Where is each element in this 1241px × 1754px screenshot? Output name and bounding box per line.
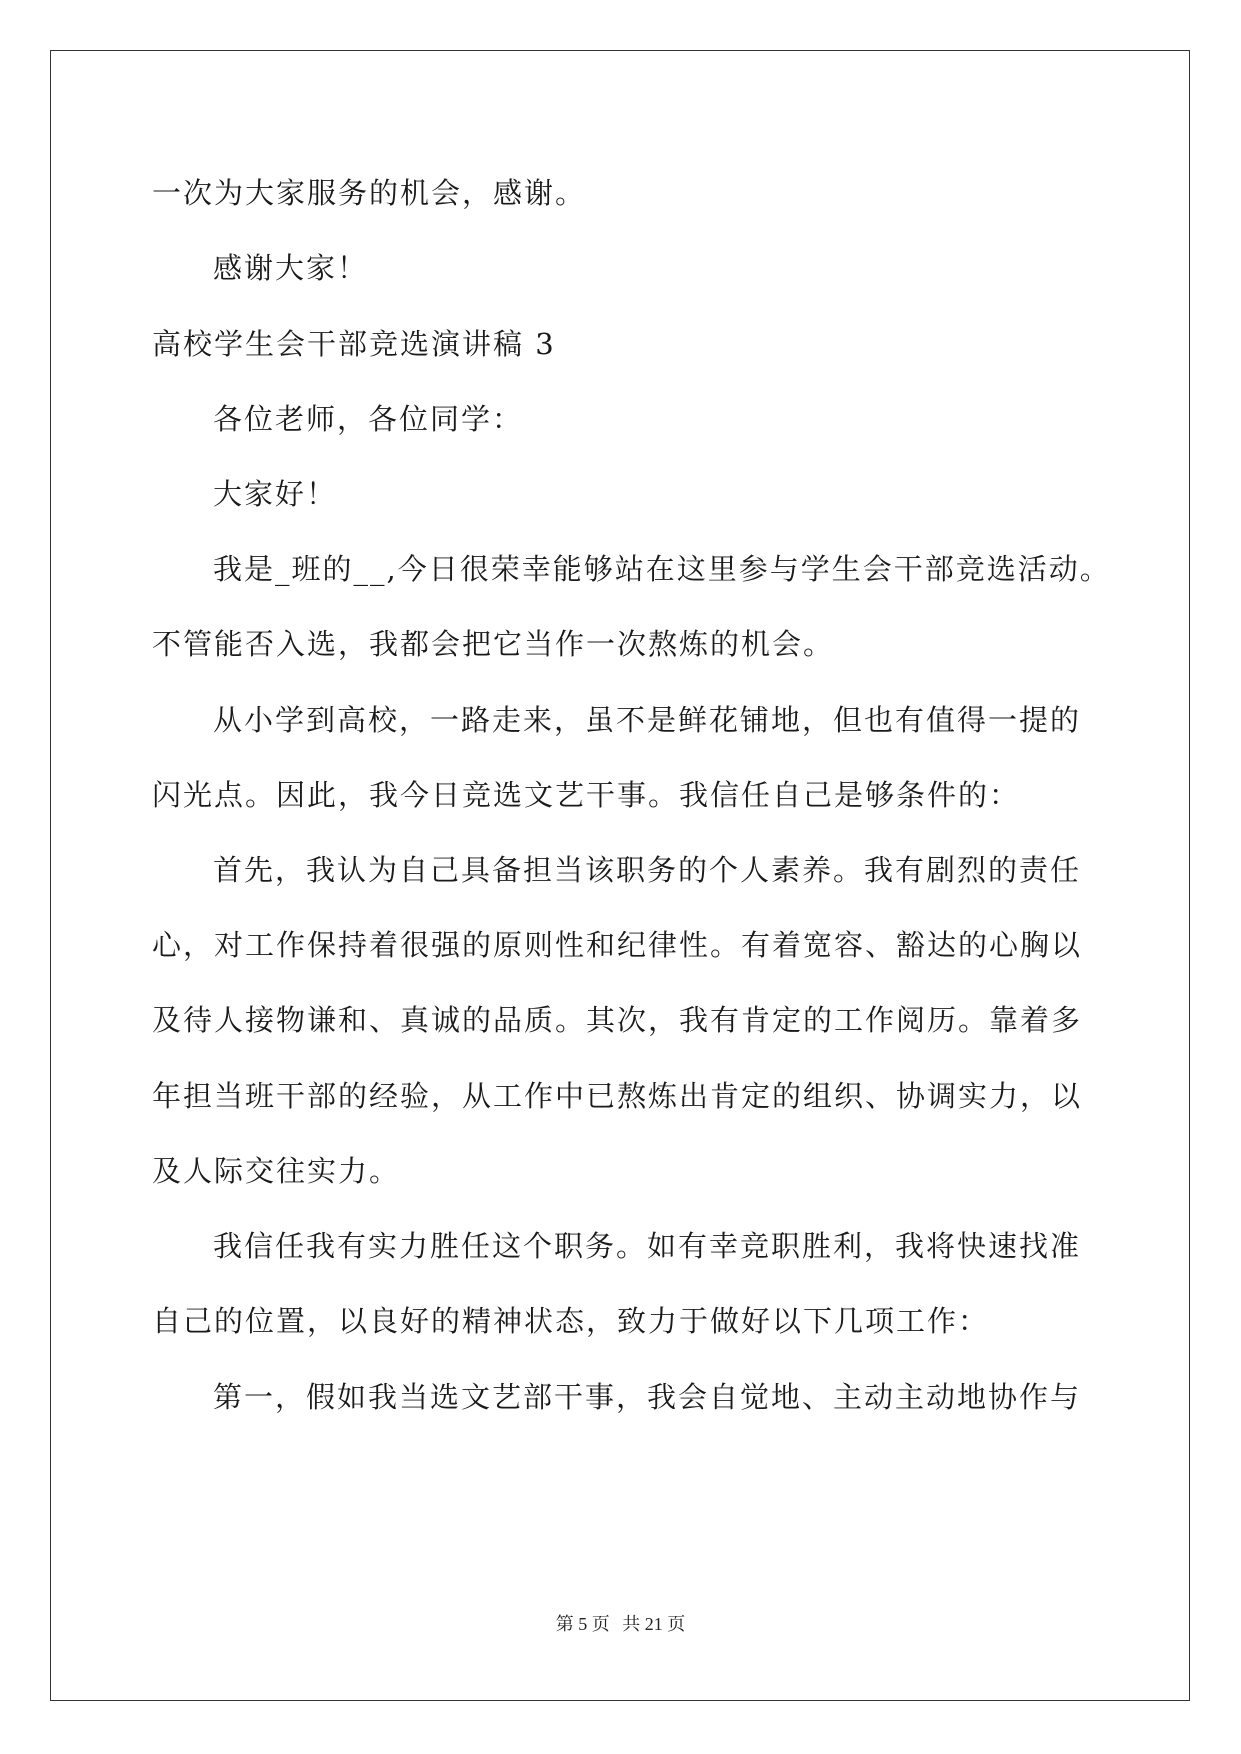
text-line: 不管能否入选，我都会把它当作一次熬炼的机会。 [152,627,835,661]
page-number: 第 5 页 [555,1614,610,1634]
text-line: 及人际交往实力。 [152,1154,401,1188]
greeting: 大家好！ [213,477,338,511]
text-line: 心，对工作保持着很强的原则性和纪律性。有着宽容、豁达的心胸以 [152,928,1083,962]
text-line: 我是_班的__,今日很荣幸能够站在这里参与学生会干部竞选活动。 [213,552,1111,586]
page-footer [0,1612,1241,1636]
text-line: 从小学到高校，一路走来，虽不是鲜花铺地，但也有值得一提的 [213,703,1082,737]
text-line: 感谢大家！ [213,251,369,285]
page-total: 共 21 页 [622,1614,686,1634]
text-line: 年担当班干部的经验，从工作中已熬炼出肯定的组织、协调实力，以 [152,1079,1083,1113]
text-line: 我信任我有实力胜任这个职务。如有幸竞职胜利，我将快速找准 [213,1229,1082,1263]
text-line: 及待人接物谦和、真诚的品质。其次，我有肯定的工作阅历。靠着多 [152,1003,1083,1037]
text-line: 一次为大家服务的机会，感谢。 [152,176,587,210]
section-title: 高校学生会干部竞选演讲稿 3 [152,327,556,361]
text-line: 首先，我认为自己具备担当该职务的个人素养。我有剧烈的责任 [213,853,1082,887]
text-line: 第一，假如我当选文艺部干事，我会自觉地、主动主动地协作与 [213,1380,1082,1414]
text-line: 自己的位置，以良好的精神状态，致力于做好以下几项工作： [152,1304,990,1338]
salutation: 各位老师，各位同学： [213,402,524,436]
text-line: 闪光点。因此，我今日竞选文艺干事。我信任自己是够条件的： [152,778,1021,812]
